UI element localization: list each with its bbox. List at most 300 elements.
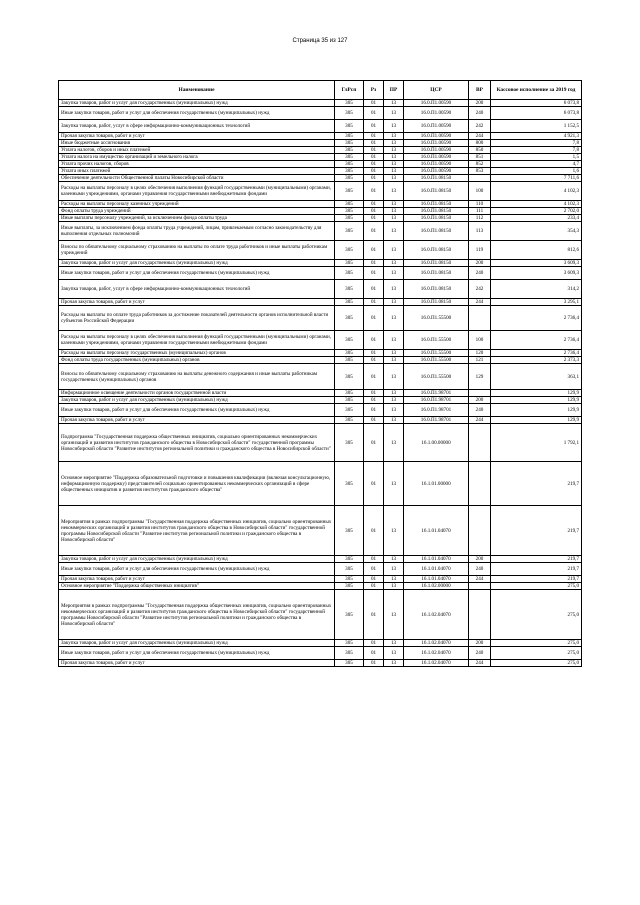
- cell-pr: 13: [384, 647, 404, 660]
- cell-csr: 16.0.П1.00590: [404, 147, 469, 154]
- cell-value: 7,8: [491, 147, 582, 154]
- cell-rz: 01: [364, 364, 384, 390]
- cell-glrp: 305: [335, 182, 364, 201]
- cell-csr: 16.1.01.04070: [404, 576, 469, 583]
- cell-csr: 16.0.П1.08150: [404, 280, 469, 299]
- cell-rz: 01: [364, 647, 384, 660]
- cell-glrp: 305: [335, 462, 364, 506]
- cell-csr: 16.0.П1.08150: [404, 175, 469, 182]
- cell-glrp: 305: [335, 120, 364, 133]
- cell-name: Иные закупки товаров, работ и услуг для обеспечения государственных (муниципальных) нужд: [59, 647, 335, 660]
- budget-execution-table: [58, 80, 582, 667]
- cell-glrp: 305: [335, 640, 364, 647]
- cell-pr: 13: [384, 100, 404, 107]
- cell-name: Закупка товаров, работ и услуг для государственных (муниципальных) нужд: [59, 397, 335, 404]
- cell-vr: 240: [469, 107, 491, 120]
- cell-vr: [469, 583, 491, 590]
- cell-name: Уплата налога на имущество организаций и земельного налога: [59, 154, 335, 161]
- cell-glrp: 305: [335, 417, 364, 424]
- table-row: [59, 299, 582, 306]
- cell-vr: [469, 462, 491, 506]
- cell-csr: 16.0.П1.08150: [404, 267, 469, 280]
- cell-csr: 16.0.П1.98701: [404, 417, 469, 424]
- cell-vr: 111: [469, 208, 491, 215]
- cell-name: Информационное освещение деятельности органов государственной власти: [59, 390, 335, 397]
- cell-glrp: 305: [335, 404, 364, 417]
- cell-vr: 244: [469, 660, 491, 667]
- cell-name: Основное мероприятие "Поддержка образовательной подготовки и повышения квалификации (включая консультационную, информационную поддержку) представителей социально ориентированных некоммерческих организаций в сфере общественных инициатив и развития институтов гражданского общества": [59, 462, 335, 506]
- cell-value: 7,8: [491, 140, 582, 147]
- cell-value: 219,7: [491, 556, 582, 563]
- cell-glrp: 305: [335, 583, 364, 590]
- cell-csr: 16.1.02.04070: [404, 640, 469, 647]
- cell-pr: 13: [384, 215, 404, 222]
- cell-csr: 16.0.П1.08150: [404, 215, 469, 222]
- cell-pr: 13: [384, 576, 404, 583]
- cell-vr: 242: [469, 280, 491, 299]
- cell-csr: 16.0.П1.98701: [404, 397, 469, 404]
- cell-glrp: 305: [335, 241, 364, 260]
- cell-glrp: 305: [335, 222, 364, 241]
- cell-pr: 13: [384, 107, 404, 120]
- cell-value: 129,9: [491, 404, 582, 417]
- cell-rz: 01: [364, 397, 384, 404]
- cell-name: Закупка товаров, работ и услуг для государственных (муниципальных) нужд: [59, 640, 335, 647]
- cell-name: Расходы на выплаты персоналу в целях обеспечения выполнения функций государственными (муниципальными) органами, казенными учреждениями, органами управления государственными внебюджетными фондами: [59, 182, 335, 201]
- cell-vr: 129: [469, 364, 491, 390]
- cell-rz: 01: [364, 357, 384, 364]
- cell-vr: [469, 306, 491, 331]
- cell-rz: 01: [364, 563, 384, 576]
- cell-csr: 16.0.П1.08150: [404, 201, 469, 208]
- col-header-name: Наименование: [59, 81, 335, 100]
- cell-glrp: 305: [335, 647, 364, 660]
- cell-pr: 13: [384, 201, 404, 208]
- cell-rz: 01: [364, 306, 384, 331]
- cell-csr: 16.1.02.00000: [404, 583, 469, 590]
- cell-vr: 100: [469, 331, 491, 350]
- cell-value: 1,6: [491, 168, 582, 175]
- cell-csr: 16.0.П1.55500: [404, 350, 469, 357]
- cell-rz: 01: [364, 390, 384, 397]
- cell-csr: 16.1.02.04070: [404, 660, 469, 667]
- cell-name: Расходы на выплаты по оплате труда работников за достижение показателей деятельности органов исполнительной власти субъектов Российской Федерации: [59, 306, 335, 331]
- cell-pr: 13: [384, 404, 404, 417]
- cell-value: 275,0: [491, 660, 582, 667]
- col-header-rz: Рз: [364, 81, 384, 100]
- cell-value: 7 711,6: [491, 175, 582, 182]
- cell-rz: 01: [364, 462, 384, 506]
- cell-value: 219,7: [491, 506, 582, 556]
- cell-name: Закупка товаров, работ, услуг в сфере информационно-коммуникационных технологий: [59, 120, 335, 133]
- cell-rz: 01: [364, 133, 384, 140]
- cell-value: 219,7: [491, 462, 582, 506]
- cell-pr: 13: [384, 154, 404, 161]
- cell-glrp: 305: [335, 397, 364, 404]
- cell-name: Прочая закупка товаров, работ и услуг: [59, 299, 335, 306]
- cell-value: 2 736,4: [491, 306, 582, 331]
- cell-csr: 16.0.П1.00590: [404, 161, 469, 168]
- table-body: [59, 100, 582, 667]
- cell-vr: 121: [469, 357, 491, 364]
- cell-rz: 01: [364, 660, 384, 667]
- cell-rz: 01: [364, 182, 384, 201]
- table-row: [59, 133, 582, 140]
- cell-glrp: 305: [335, 350, 364, 357]
- cell-rz: 01: [364, 154, 384, 161]
- cell-csr: 16.0.П1.00590: [404, 100, 469, 107]
- table-row: [59, 161, 582, 168]
- table-row: [59, 168, 582, 175]
- cell-pr: 13: [384, 241, 404, 260]
- cell-name: Подпрограмма "Государственная поддержка общественных инициатив, социально ориентированных некоммерческих организаций и развития институтов гражданского общества в Новосибирской области" государственной программы Новосибирской области "Развитие институтов региональной политики и гражданского общества в Новосибирской области": [59, 424, 335, 462]
- cell-glrp: 305: [335, 357, 364, 364]
- cell-value: 129,9: [491, 390, 582, 397]
- cell-pr: 13: [384, 583, 404, 590]
- table-row: [59, 462, 582, 506]
- table-row: [59, 647, 582, 660]
- cell-glrp: 305: [335, 100, 364, 107]
- cell-name: Закупка товаров, работ и услуг для государственных (муниципальных) нужд: [59, 556, 335, 563]
- cell-glrp: 305: [335, 660, 364, 667]
- cell-glrp: 305: [335, 154, 364, 161]
- col-header-glrp: ГлРсп: [335, 81, 364, 100]
- cell-csr: 16.0.П1.98701: [404, 390, 469, 397]
- table-row: [59, 350, 582, 357]
- cell-pr: 13: [384, 331, 404, 350]
- cell-csr: 16.1.02.04070: [404, 590, 469, 640]
- cell-rz: 01: [364, 424, 384, 462]
- cell-name: Прочая закупка товаров, работ и услуг: [59, 576, 335, 583]
- cell-vr: 200: [469, 260, 491, 267]
- cell-csr: 16.0.П1.00590: [404, 140, 469, 147]
- cell-rz: 01: [364, 267, 384, 280]
- cell-pr: 13: [384, 168, 404, 175]
- cell-value: 314,2: [491, 280, 582, 299]
- cell-glrp: 305: [335, 267, 364, 280]
- col-header-vr: ВР: [469, 81, 491, 100]
- cell-pr: 13: [384, 462, 404, 506]
- cell-vr: 242: [469, 120, 491, 133]
- cell-name: Уплата налогов, сборов и иных платежей: [59, 147, 335, 154]
- cell-glrp: 305: [335, 260, 364, 267]
- cell-vr: 240: [469, 267, 491, 280]
- cell-value: 812,6: [491, 241, 582, 260]
- table-row: [59, 357, 582, 364]
- cell-csr: 16.1.01.04070: [404, 556, 469, 563]
- cell-rz: 01: [364, 100, 384, 107]
- cell-rz: 01: [364, 120, 384, 133]
- cell-rz: 01: [364, 107, 384, 120]
- cell-csr: 16.0.П1.08150: [404, 222, 469, 241]
- cell-pr: 13: [384, 161, 404, 168]
- cell-csr: 16.0.П1.00590: [404, 168, 469, 175]
- cell-glrp: 305: [335, 280, 364, 299]
- cell-csr: 16.1.01.04070: [404, 506, 469, 556]
- cell-glrp: 305: [335, 424, 364, 462]
- table-row: [59, 267, 582, 280]
- cell-name: Закупка товаров, работ и услуг для государственных (муниципальных) нужд: [59, 260, 335, 267]
- cell-glrp: 305: [335, 299, 364, 306]
- cell-name: Мероприятия в рамках подпрограммы "Государственная поддержка общественных инициатив, социально ориентированных некоммерческих организаций и развития институтов гражданского общества в Новосибирской области" государственной программы Новосибирской области "Развитие институтов региональной политики и гражданского общества в Новосибирской области": [59, 590, 335, 640]
- cell-value: 4 921,3: [491, 133, 582, 140]
- cell-value: 275,0: [491, 590, 582, 640]
- table-row: [59, 201, 582, 208]
- cell-glrp: 305: [335, 208, 364, 215]
- cell-vr: 120: [469, 350, 491, 357]
- table-row: [59, 175, 582, 182]
- table-row: [59, 241, 582, 260]
- cell-name: Взносы по обязательному социальному страхованию на выплаты денежного содержания и иные выплаты работникам государственных (муниципальных) органов: [59, 364, 335, 390]
- cell-rz: 01: [364, 299, 384, 306]
- cell-value: 219,7: [491, 563, 582, 576]
- cell-pr: 13: [384, 267, 404, 280]
- cell-value: 129,9: [491, 397, 582, 404]
- table-row: [59, 556, 582, 563]
- cell-pr: 13: [384, 175, 404, 182]
- cell-csr: 16.0.П1.00590: [404, 120, 469, 133]
- cell-pr: 13: [384, 417, 404, 424]
- cell-name: Взносы по обязательному социальному страхованию на выплаты по оплате труда работников и иные выплаты работникам учреждений: [59, 241, 335, 260]
- cell-value: 233,4: [491, 215, 582, 222]
- table-row: [59, 107, 582, 120]
- table-row: [59, 640, 582, 647]
- cell-pr: 13: [384, 133, 404, 140]
- cell-rz: 01: [364, 260, 384, 267]
- cell-glrp: 305: [335, 133, 364, 140]
- cell-rz: 01: [364, 168, 384, 175]
- cell-csr: 16.1.01.04070: [404, 563, 469, 576]
- cell-glrp: 305: [335, 175, 364, 182]
- cell-rz: 01: [364, 208, 384, 215]
- cell-csr: 16.0.П1.55500: [404, 364, 469, 390]
- cell-name: Иные бюджетные ассигнования: [59, 140, 335, 147]
- cell-glrp: 305: [335, 161, 364, 168]
- cell-pr: 13: [384, 397, 404, 404]
- cell-value: 354,3: [491, 222, 582, 241]
- cell-csr: 16.1.00.00000: [404, 424, 469, 462]
- table-row: [59, 260, 582, 267]
- cell-rz: 01: [364, 583, 384, 590]
- cell-rz: 01: [364, 201, 384, 208]
- cell-pr: 13: [384, 357, 404, 364]
- cell-pr: 13: [384, 182, 404, 201]
- cell-glrp: 305: [335, 331, 364, 350]
- cell-glrp: 305: [335, 306, 364, 331]
- table-row: [59, 154, 582, 161]
- cell-value: 3 295,1: [491, 299, 582, 306]
- cell-name: Прочая закупка товаров, работ и услуг: [59, 660, 335, 667]
- cell-value: 129,9: [491, 417, 582, 424]
- cell-pr: 13: [384, 556, 404, 563]
- cell-value: 4,7: [491, 161, 582, 168]
- cell-name: Прочая закупка товаров, работ и услуг: [59, 133, 335, 140]
- cell-glrp: 305: [335, 215, 364, 222]
- cell-name: Расходы на выплаты персоналу государственных (муниципальных) органов: [59, 350, 335, 357]
- cell-rz: 01: [364, 350, 384, 357]
- cell-pr: 13: [384, 140, 404, 147]
- cell-glrp: 305: [335, 390, 364, 397]
- cell-vr: 852: [469, 161, 491, 168]
- cell-rz: 01: [364, 640, 384, 647]
- table-row: [59, 390, 582, 397]
- cell-vr: [469, 424, 491, 462]
- cell-csr: 16.0.П1.55500: [404, 357, 469, 364]
- cell-name: Иные закупки товаров, работ и услуг для обеспечения государственных (муниципальных) нужд: [59, 267, 335, 280]
- cell-value: 1 152,5: [491, 120, 582, 133]
- cell-glrp: 305: [335, 364, 364, 390]
- cell-vr: 119: [469, 241, 491, 260]
- cell-name: Уплата прочих налогов, сборов: [59, 161, 335, 168]
- cell-vr: 200: [469, 640, 491, 647]
- cell-vr: [469, 390, 491, 397]
- table-row: [59, 576, 582, 583]
- cell-vr: 800: [469, 140, 491, 147]
- table-row: [59, 364, 582, 390]
- cell-pr: 13: [384, 660, 404, 667]
- cell-pr: 13: [384, 306, 404, 331]
- table-row: [59, 100, 582, 107]
- cell-vr: 244: [469, 299, 491, 306]
- cell-pr: 13: [384, 350, 404, 357]
- table-row: [59, 590, 582, 640]
- table-row: [59, 506, 582, 556]
- table-header-row: [59, 81, 582, 100]
- table-row: [59, 417, 582, 424]
- cell-glrp: 305: [335, 107, 364, 120]
- cell-pr: 13: [384, 364, 404, 390]
- table-row: [59, 215, 582, 222]
- cell-vr: 853: [469, 168, 491, 175]
- cell-value: 3 609,3: [491, 267, 582, 280]
- cell-rz: 01: [364, 556, 384, 563]
- cell-rz: 01: [364, 404, 384, 417]
- cell-vr: 850: [469, 147, 491, 154]
- cell-rz: 01: [364, 140, 384, 147]
- cell-rz: 01: [364, 590, 384, 640]
- cell-glrp: 305: [335, 168, 364, 175]
- cell-name: Расходы на выплаты персоналу казенных учреждений: [59, 201, 335, 208]
- cell-value: 219,7: [491, 576, 582, 583]
- cell-pr: 13: [384, 424, 404, 462]
- cell-vr: 112: [469, 215, 491, 222]
- cell-glrp: 305: [335, 556, 364, 563]
- table-row: [59, 280, 582, 299]
- cell-csr: 16.0.П1.00590: [404, 107, 469, 120]
- cell-value: 1 792,1: [491, 424, 582, 462]
- cell-pr: 13: [384, 506, 404, 556]
- cell-value: 6 073,8: [491, 107, 582, 120]
- cell-rz: 01: [364, 147, 384, 154]
- cell-vr: 200: [469, 397, 491, 404]
- cell-name: Фонд оплаты труда учреждений: [59, 208, 335, 215]
- table-row: [59, 147, 582, 154]
- cell-vr: 244: [469, 133, 491, 140]
- cell-pr: 13: [384, 260, 404, 267]
- cell-vr: 100: [469, 182, 491, 201]
- table-row: [59, 397, 582, 404]
- cell-rz: 01: [364, 241, 384, 260]
- cell-csr: 16.1.01.00000: [404, 462, 469, 506]
- cell-value: 3 609,3: [491, 260, 582, 267]
- cell-pr: 13: [384, 590, 404, 640]
- table-row: [59, 404, 582, 417]
- page-header: Страница 35 из 127: [292, 38, 348, 44]
- cell-name: Мероприятия в рамках подпрограммы "Государственная поддержка общественных инициатив, социально ориентированных некоммерческих организаций и развития институтов гражданского общества в Новосибирской области" государственной программы Новосибирской области "Развитие институтов региональной политики и гражданского общества в Новосибирской области": [59, 506, 335, 556]
- cell-vr: 244: [469, 576, 491, 583]
- cell-value: 363,1: [491, 364, 582, 390]
- cell-vr: 110: [469, 201, 491, 208]
- cell-glrp: 305: [335, 147, 364, 154]
- cell-value: 275,0: [491, 647, 582, 660]
- cell-vr: 240: [469, 563, 491, 576]
- cell-vr: 240: [469, 404, 491, 417]
- cell-glrp: 305: [335, 576, 364, 583]
- cell-value: 4 102,3: [491, 182, 582, 201]
- cell-csr: 16.0.П1.98701: [404, 404, 469, 417]
- cell-csr: 16.0.П1.00590: [404, 133, 469, 140]
- cell-vr: 240: [469, 647, 491, 660]
- cell-name: Прочая закупка товаров, работ и услуг: [59, 417, 335, 424]
- cell-vr: [469, 506, 491, 556]
- cell-value: 2 736,4: [491, 350, 582, 357]
- table-row: [59, 182, 582, 201]
- cell-vr: [469, 590, 491, 640]
- cell-vr: 244: [469, 417, 491, 424]
- cell-csr: 16.1.02.04070: [404, 647, 469, 660]
- cell-rz: 01: [364, 331, 384, 350]
- cell-pr: 13: [384, 390, 404, 397]
- cell-value: 2 373,3: [491, 357, 582, 364]
- cell-csr: 16.0.П1.55500: [404, 306, 469, 331]
- cell-rz: 01: [364, 222, 384, 241]
- col-header-pr: ПР: [384, 81, 404, 100]
- cell-glrp: 305: [335, 201, 364, 208]
- cell-rz: 01: [364, 506, 384, 556]
- table-row: [59, 424, 582, 462]
- cell-value: 275,0: [491, 640, 582, 647]
- cell-csr: 16.0.П1.08150: [404, 299, 469, 306]
- table-row: [59, 583, 582, 590]
- cell-value: 2 702,0: [491, 208, 582, 215]
- cell-value: 275,0: [491, 583, 582, 590]
- cell-csr: 16.0.П1.08150: [404, 182, 469, 201]
- cell-vr: 113: [469, 222, 491, 241]
- cell-name: Фонд оплаты труда государственных (муниципальных) органов: [59, 357, 335, 364]
- col-header-csr: ЦСР: [404, 81, 469, 100]
- cell-csr: 16.0.П1.08150: [404, 208, 469, 215]
- cell-name: Закупка товаров, работ, услуг в сфере информационно-коммуникационных технологий: [59, 280, 335, 299]
- cell-value: 1,5: [491, 154, 582, 161]
- cell-vr: 851: [469, 154, 491, 161]
- table-row: [59, 660, 582, 667]
- cell-rz: 01: [364, 417, 384, 424]
- cell-rz: 01: [364, 576, 384, 583]
- cell-value: 2 736,4: [491, 331, 582, 350]
- cell-name: Иные закупки товаров, работ и услуг для обеспечения государственных (муниципальных) нужд: [59, 107, 335, 120]
- cell-pr: 13: [384, 280, 404, 299]
- table-row: [59, 120, 582, 133]
- cell-csr: 16.0.П1.08150: [404, 260, 469, 267]
- cell-pr: 13: [384, 640, 404, 647]
- cell-glrp: 305: [335, 563, 364, 576]
- cell-pr: 13: [384, 208, 404, 215]
- cell-glrp: 305: [335, 506, 364, 556]
- col-header-value: Кассовое исполнение за 2019 год: [491, 81, 582, 100]
- cell-pr: 13: [384, 222, 404, 241]
- cell-name: Закупка товаров, работ и услуг для государственных (муниципальных) нужд: [59, 100, 335, 107]
- cell-name: Иные выплаты персоналу учреждений, за исключением фонда оплаты труда: [59, 215, 335, 222]
